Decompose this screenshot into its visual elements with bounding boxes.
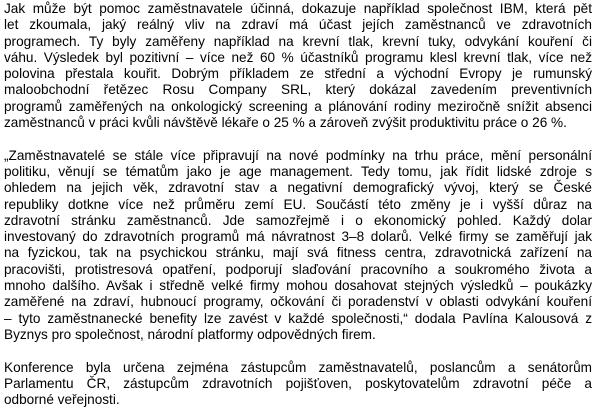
text-line: Jak může být pomoc zaměstnavatele účinná, dokazuje například společnost IBM, která pět [4,1,592,16]
text-line: zdravotní stránku zaměstnanců. Jde samozřejmě i o ekonomický pohled. Každý dolar [4,212,592,228]
text-line: na fyzickou, tak na psychickou stránku, mají svá fitness centra, zdravotnická zařízení na [4,245,592,261]
text-line: mnoho dalšího. Avšak i středně velké firmy mohou dosahovat stejných výsledků – poukázky [4,278,592,294]
text-line: Konference byla určena zejména zástupcům zaměstnavatelů, poslancům a senátorům [4,359,592,375]
text-line: programech. Ty byly zaměřeny například na krevní tlak, krevní tuky, odvykání kouření či [4,33,592,49]
text-line: odborné veřejnosti. [4,392,120,408]
text-line: zaměřené na zdraví, hubnoucí programy, očkování či poradenství v oblasti odvykání kouření [4,294,592,310]
text-line: ohledem na jejich věk, zdravotní stav a negativní demografický vývoj, který se České [4,180,592,196]
text-line: politiku, věnují se tématům jako je age management. Tedy tomu, jak řídit lidské zdroje s [4,163,592,179]
text-line: programů zaměřených na onkologický screening a plánování rodiny meziročně snížit absenci [4,98,592,114]
text-line: investovaný do zdravotních programů má návratnost 3–8 dolarů. Velké firmy se zaměřují jak [4,229,592,245]
paragraph-spacer [4,131,592,147]
text-line: váhu. Výsledek byl pozitivní – více než 60 % účastníků programu klesl krevní tlak, více než [4,49,592,65]
text-line: republiky dotkne více než průměru zemí EU. Součástí této změny je i vyšší důraz na [4,196,592,212]
text-line: Byznys pro společnost, národní platformy odpovědných firem. [4,326,376,342]
text-line: „Zaměstnavatelé se stále více připravují na nové podmínky na trhu práce, mění personální [4,147,592,163]
text-line: – tyto zaměstnanecké benefity lze zavést v každé společnosti,“ dodala Pavlína Kalousová z [4,310,592,326]
paragraph-ibm-example [4,1,592,131]
text-line: Parlamentu ČR, zástupcům zdravotních pojišťoven, poskytovatelům zdravotní péče a [4,375,592,391]
document-body [4,1,592,408]
paragraph-spacer [4,343,592,359]
text-line: maloobchodní řetězec Rosu Company SRL, který dokázal zavedením preventivních [4,82,592,98]
text-line: let zkoumala, jaký reálný vliv na zdraví má účast jejích zaměstnanců ve zdravotních [4,17,592,33]
text-line: zaměstnanců v práci kvůli návštěvě lékaře o 25 % a zároveň zvýšit produktivitu práce o 26 %. [4,115,567,131]
paragraph-quote [4,148,592,344]
text-line: pracovišti, protistresová opatření, podporují slaďování pracovního a soukromého života a [4,261,592,277]
text-line: polovina přestala kouřit. Dobrým příkladem ze střední a východní Evropy je rumunský [4,66,592,82]
paragraph-conference [4,360,592,409]
